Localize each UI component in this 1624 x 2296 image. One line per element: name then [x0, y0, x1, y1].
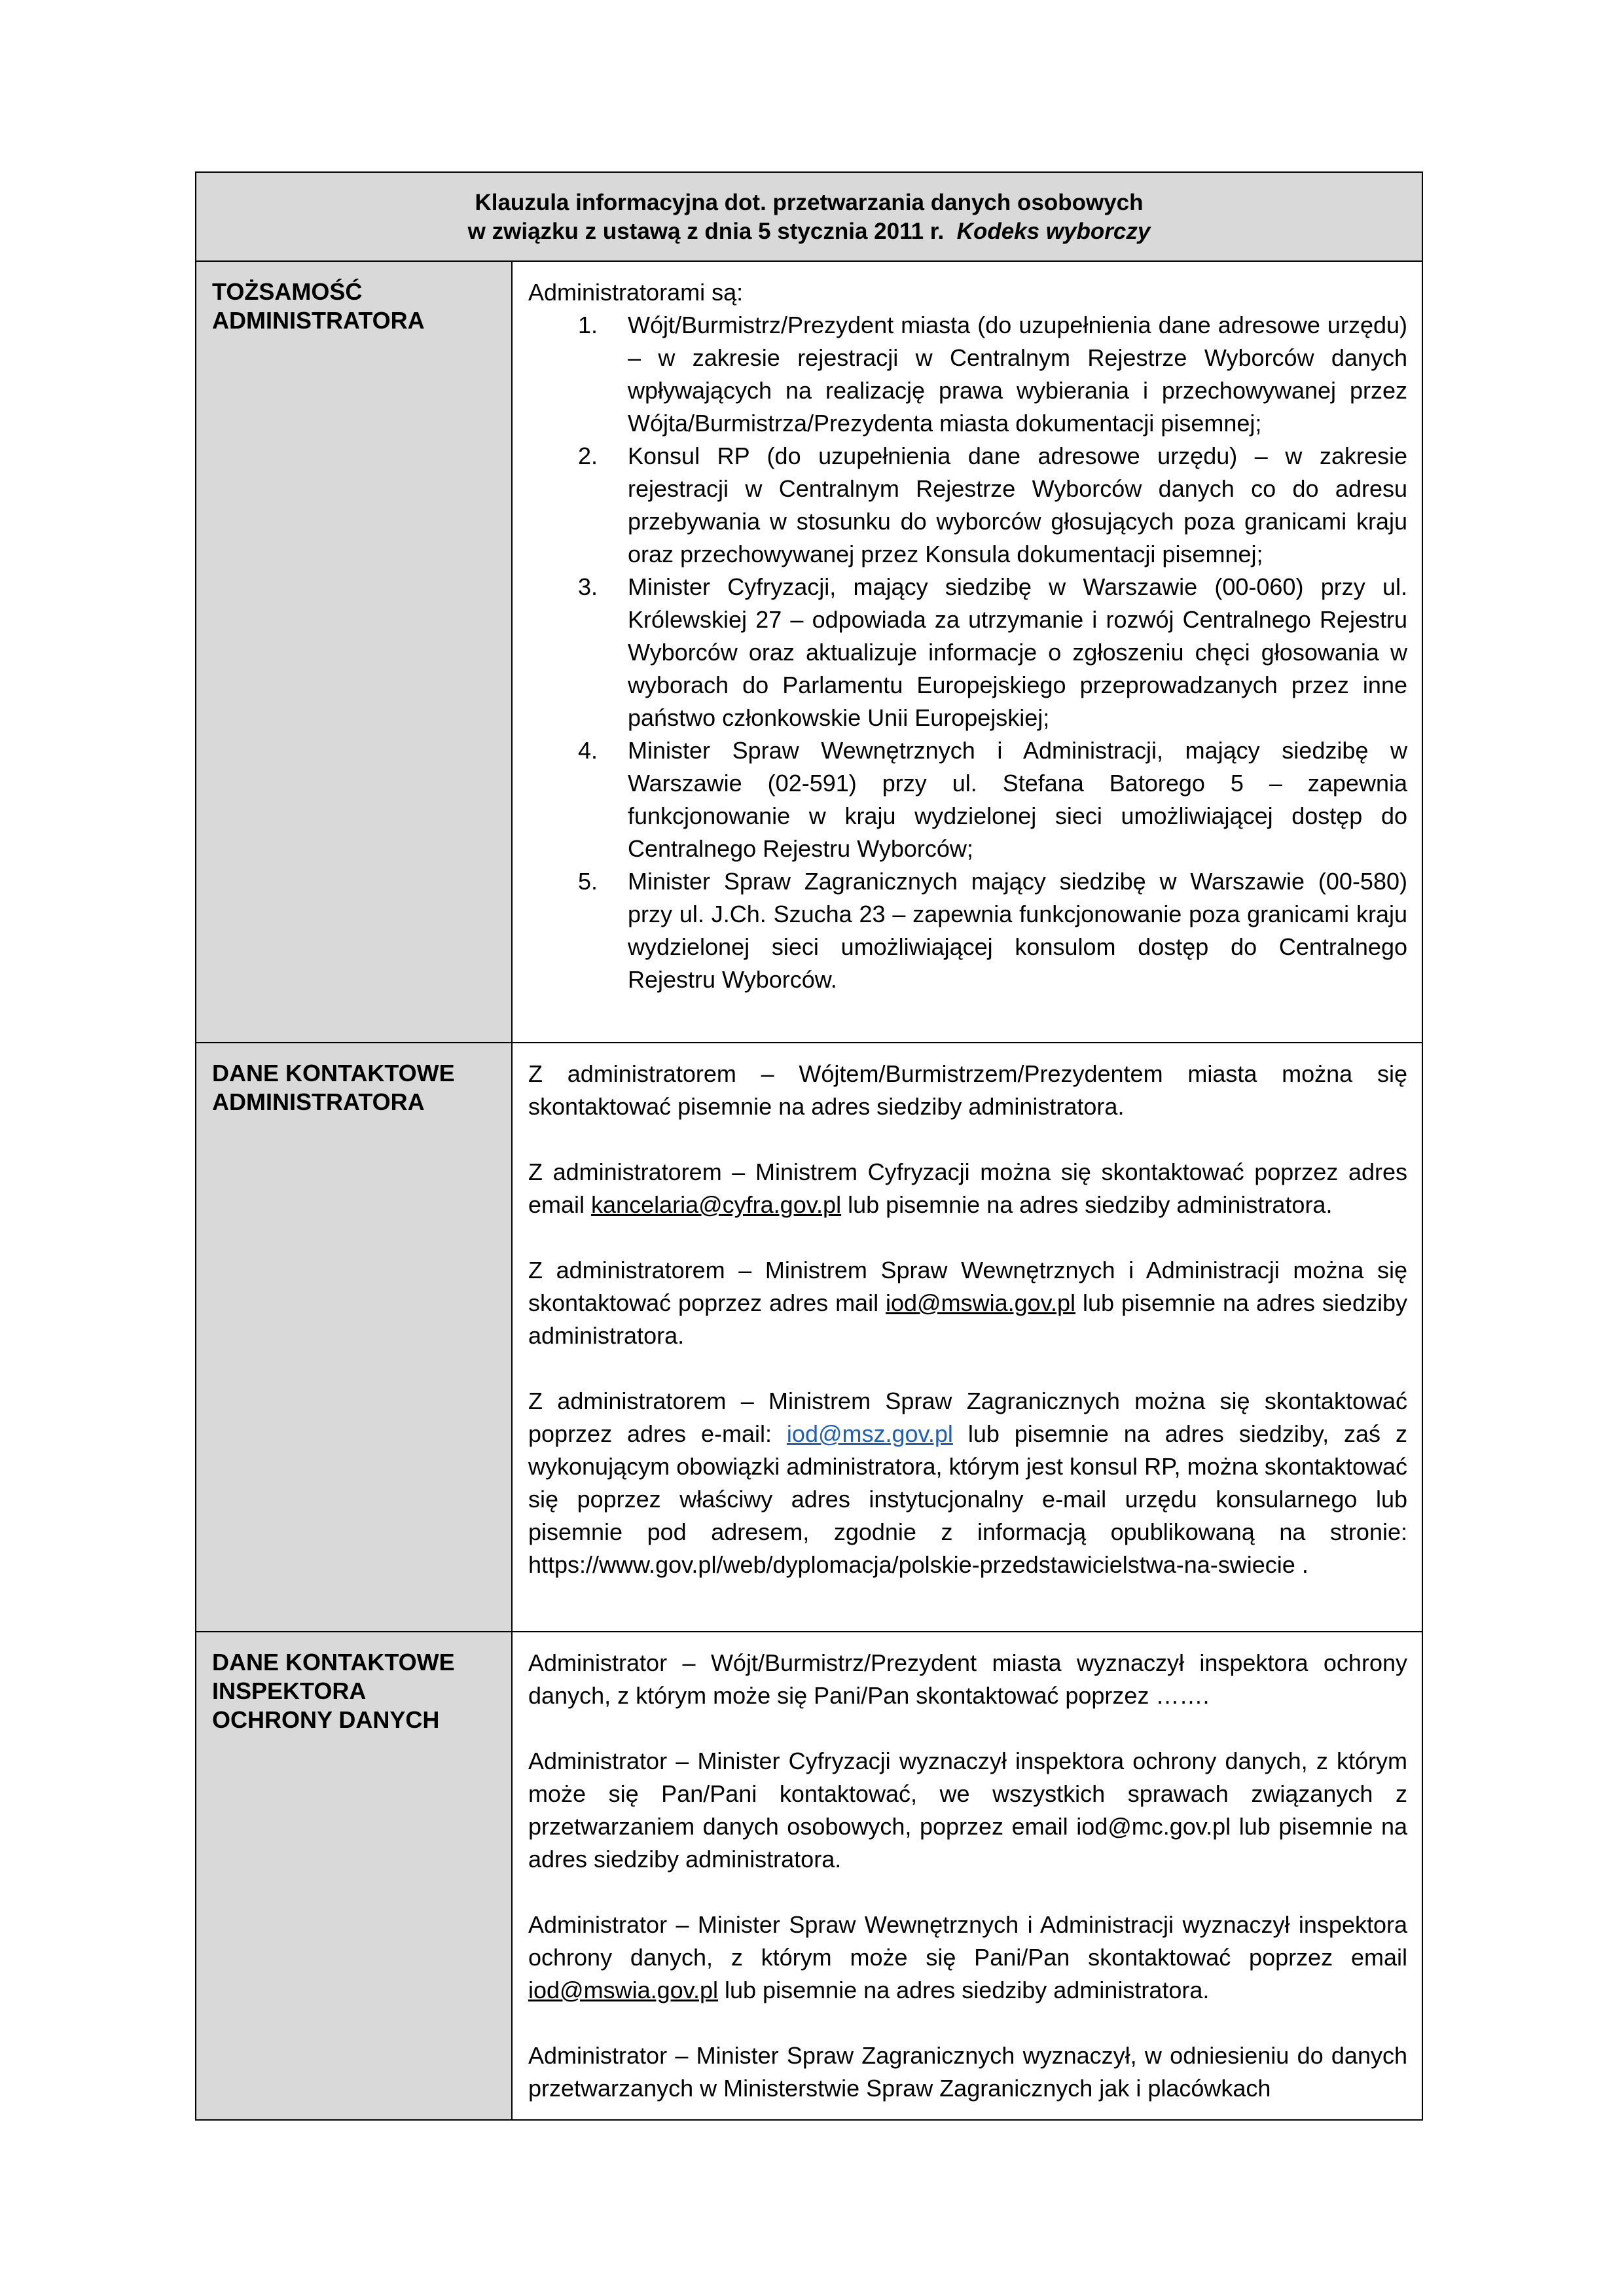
contact-text: Z administratorem – Ministrem Spraw Zagranicznych można się skontaktować poprzez adres e-mail:	[528, 1388, 1407, 1447]
email-link-mswia[interactable]: iod@mswia.gov.pl	[886, 1289, 1076, 1316]
list-item	[528, 865, 1407, 996]
header-line-2-text: w związku z ustawą z dnia 5 stycznia 2011 r.	[467, 219, 945, 244]
list-item-text: Wójt/Burmistrz/Prezydent miasta (do uzupełnienia dane adresowe urzędu) – w zakresie rejestracji w Centralnym Rejestrze Wyborców danych wpływających na realizację prawa wybierania i przechowywanej przez Wójta/Burmistrza/Prezydenta miasta dokumentacji pisemnej;	[628, 312, 1407, 437]
header-line-2-italic: Kodeks wyborczy	[956, 219, 1151, 244]
email-link-msz[interactable]: iod@msz.gov.pl	[786, 1420, 953, 1447]
contact-paragraph	[528, 1385, 1407, 1581]
list-number: 1.	[578, 312, 598, 338]
contact-text: Z administratorem – Ministrem Spraw Wewnętrznych i Administracji można się skontaktować poprzez adres mail	[528, 1257, 1407, 1316]
label-line: INSPEKTORA	[212, 1677, 367, 1704]
list-number: 3.	[578, 573, 598, 600]
dpo-text: lub pisemnie na adres siedziby administratora.	[718, 1977, 1210, 2003]
information-clause-table	[195, 171, 1423, 2121]
list-item-text: Minister Spraw Wewnętrznych i Administracji, mający siedzibę w Warszawie (02-591) przy ul. Stefana Batorego 5 – zapewnia funkcjonowanie w kraju wydzielonej sieci umożliwiającej dostęp do Centralnego Rejestru Wyborców;	[628, 737, 1407, 862]
header-line-2	[196, 217, 1422, 246]
dpo-text: Administrator – Minister Spraw Wewnętrznych i Administracji wyznaczył inspektora ochrony danych, z którym może się Pani/Pan skontaktować poprzez email	[528, 1911, 1407, 1971]
label-line: ADMINISTRATORA	[212, 307, 425, 334]
contact-text: Z administratorem – Ministrem Cyfryzacji można się skontaktować poprzez adres email	[528, 1158, 1407, 1218]
dpo-paragraph: Administrator – Wójt/Burmistrz/Prezydent miasta wyznaczył inspektora ochrony danych, z którym może się Pani/Pan skontaktować poprzez …….	[528, 1649, 1407, 1709]
email-link-mswia-dpo[interactable]: iod@mswia.gov.pl	[528, 1977, 718, 2003]
dpo-paragraph: Administrator – Minister Cyfryzacji wyznaczył inspektora ochrony danych, z którym może się Pan/Pani kontaktować, we wszystkich sprawach związanych z przetwarzaniem danych osobowych, poprzez email iod@mc.gov.pl lub pisemnie na adres siedziby administratora.	[528, 1748, 1407, 1873]
contact-paragraph	[528, 1254, 1407, 1352]
list-number: 2.	[578, 442, 598, 469]
contact-paragraph	[528, 1156, 1407, 1221]
label-line: TOŻSAMOŚĆ	[212, 278, 363, 305]
row-label-administrator-contact	[196, 1043, 513, 1631]
label-line: DANE KONTAKTOWE	[212, 1060, 455, 1086]
dpo-paragraph	[528, 1909, 1407, 2007]
contact-text: lub pisemnie na adres siedziby, zaś z wykonującym obowiązki administratora, którym jest konsul RP, można skontaktować się poprzez właściwy adres instytucjonalny e-mail urzędu konsularnego lub pisemnie pod adresem, zgodnie z informacją opublikowaną na stronie: https://www.gov.pl/web/dyplomacja/polskie-przedstawicielstwa-na-swiecie .	[528, 1420, 1407, 1578]
label-line: DANE KONTAKTOWE	[212, 1649, 455, 1676]
row-administrator-identity	[196, 262, 1422, 1043]
list-item	[528, 440, 1407, 571]
list-item-text: Konsul RP (do uzupełnienia dane adresowe urzędu) – w zakresie rejestracji w Centralnym Rejestrze Wyborców danych co do adresu przebywania w stosunku do wyborców głosujących poza granicami kraju oraz przechowywanej przez Konsula dokumentacji pisemnej;	[628, 442, 1407, 567]
contact-text: lub pisemnie na adres siedziby administratora.	[528, 1289, 1407, 1349]
list-number: 4.	[578, 737, 598, 764]
administrators-intro: Administratorami są:	[528, 279, 744, 306]
label-line: ADMINISTRATORA	[212, 1088, 425, 1115]
label-line: OCHRONY DANYCH	[212, 1706, 440, 1733]
list-number: 5.	[578, 868, 598, 895]
list-item	[528, 734, 1407, 865]
dpo-paragraph: Administrator – Minister Spraw Zagranicznych wyznaczył, w odniesieniu do danych przetwarzanych w Ministerstwie Spraw Zagranicznych jak i placówkach	[528, 2042, 1407, 2102]
row-content-dpo-contact	[513, 1632, 1422, 2119]
list-item-text: Minister Spraw Zagranicznych mający siedzibę w Warszawie (00-580) przy ul. J.Ch. Szucha 23 – zapewnia funkcjonowanie poza granicami kraju wydzielonej sieci umożliwiającej konsulom dostęp do Centralnego Rejestru Wyborców.	[628, 868, 1407, 993]
contact-paragraph: Z administratorem – Wójtem/Burmistrzem/Prezydentem miasta można się skontaktować pisemnie na adres siedziby administratora.	[528, 1060, 1407, 1120]
email-link-kancelaria[interactable]: kancelaria@cyfra.gov.pl	[591, 1191, 842, 1218]
row-content-administrator-contact	[513, 1043, 1422, 1631]
row-dpo-contact	[196, 1632, 1422, 2119]
list-item	[528, 309, 1407, 440]
row-label-dpo-contact	[196, 1632, 513, 2119]
header-line-1: Klauzula informacyjna dot. przetwarzania danych osobowych	[475, 190, 1144, 215]
row-content-administrator-identity	[513, 262, 1422, 1042]
table-header	[196, 173, 1422, 262]
contact-text: lub pisemnie na adres siedziby administratora.	[841, 1191, 1333, 1218]
row-label-administrator-identity	[196, 262, 513, 1042]
row-administrator-contact	[196, 1043, 1422, 1632]
list-item-text: Minister Cyfryzacji, mający siedzibę w Warszawie (00-060) przy ul. Królewskiej 27 – odpowiada za utrzymanie i rozwój Centralnego Rejestru Wyborców oraz aktualizuje informacje o zgłoszeniu chęci głosowania w wyborach do Parlamentu Europejskiego przeprowadzanych przez inne państwo członkowskie Unii Europejskiej;	[628, 573, 1407, 731]
list-item	[528, 571, 1407, 734]
administrators-list	[528, 309, 1407, 996]
